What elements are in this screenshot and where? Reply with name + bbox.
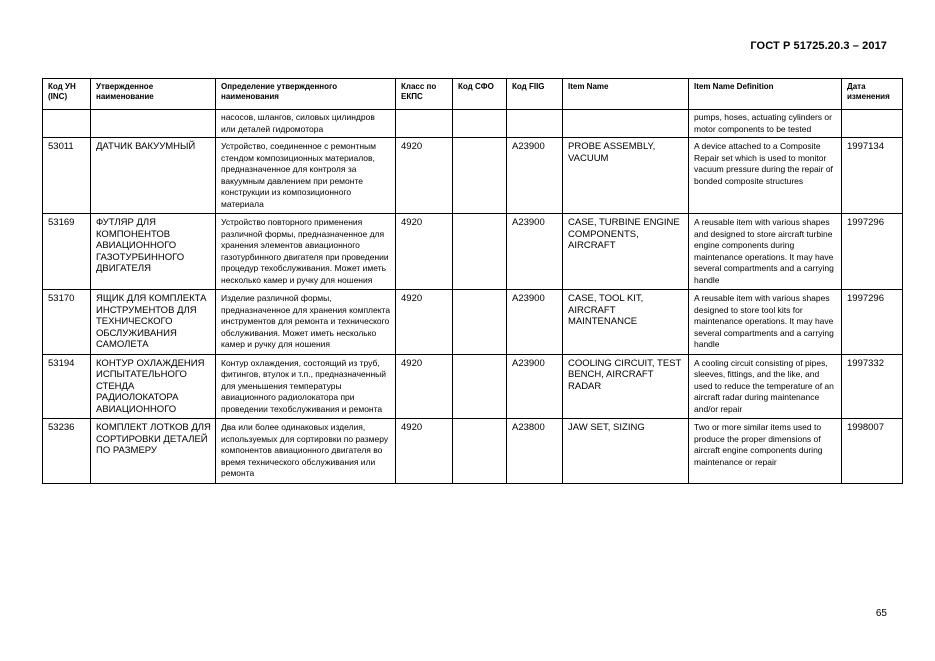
change-date-cell: 1997332 [842, 354, 903, 419]
ekps-class-cell [396, 110, 453, 138]
ekps-class-cell: 4920 [396, 419, 453, 484]
fiig-code-cell: A23900 [507, 214, 563, 290]
change-date-cell: 1997296 [842, 290, 903, 355]
item-definition-cell: A cooling circuit consisting of pipes, sleeves, fittings, and the like, and used to reduce the temperature of an aircraft radar during maintenance and/or repair [689, 354, 842, 419]
page-number: 65 [875, 608, 887, 619]
change-date-cell: 1998007 [842, 419, 903, 484]
column-header-inc: Код УН (INC) [43, 79, 91, 110]
fiig-code-cell: A23900 [507, 138, 563, 214]
change-date-cell [842, 110, 903, 138]
sfo-code-cell [453, 354, 507, 419]
column-header-item-name: Item Name [563, 79, 689, 110]
nomenclature-table [42, 78, 903, 484]
table-row [43, 110, 903, 138]
table-row [43, 214, 903, 290]
approved-name-cell: КОМПЛЕКТ ЛОТКОВ ДЛЯ СОРТИРОВКИ ДЕТАЛЕЙ ПО РАЗМЕРУ [91, 419, 216, 484]
column-header-definition: Определение утвержденного наименования [216, 79, 396, 110]
approved-name-cell: ЯЩИК ДЛЯ КОМПЛЕКТА ИНСТРУМЕНТОВ ДЛЯ ТЕХНИЧЕСКОГО ОБСЛУЖИВАНИЯ САМОЛЕТА [91, 290, 216, 355]
item-definition-cell: A reusable item with various shapes and designed to store aircraft turbine engine components during maintenance operations. It may have several compartments and a carrying handle [689, 214, 842, 290]
ekps-class-cell: 4920 [396, 214, 453, 290]
item-definition-cell: pumps, hoses, actuating cylinders or motor components to be tested [689, 110, 842, 138]
column-header-sfo-code: Код СФО [453, 79, 507, 110]
column-header-item-name-definition: Item Name Definition [689, 79, 842, 110]
definition-cell: Два или более одинаковых изделия, используемых для сортировки по размеру компонентов авиационного двигателя во время технического обслуживания или ремонта [216, 419, 396, 484]
inc-cell: 53170 [43, 290, 91, 355]
column-header-approved-name: Утвержденное наименование [91, 79, 216, 110]
item-definition-cell: Two or more similar items used to produce the proper dimensions of aircraft engine components during maintenance or repair [689, 419, 842, 484]
sfo-code-cell [453, 419, 507, 484]
approved-name-cell: ДАТЧИК ВАКУУМНЫЙ [91, 138, 216, 214]
change-date-cell: 1997296 [842, 214, 903, 290]
column-header-fiig-code: Код FIIG [507, 79, 563, 110]
fiig-code-cell: A23900 [507, 290, 563, 355]
change-date-cell: 1997134 [842, 138, 903, 214]
table-row [43, 138, 903, 214]
fiig-code-cell [507, 110, 563, 138]
approved-name-cell: ФУТЛЯР ДЛЯ КОМПОНЕНТОВ АВИАЦИОННОГО ГАЗОТУРБИННОГО ДВИГАТЕЛЯ [91, 214, 216, 290]
inc-cell: 53194 [43, 354, 91, 419]
definition-cell: Устройство повторного применения различной формы, предназначенное для хранения элементов авиационного газотурбинного двигателя при проведении процедур техобслуживания. Может иметь несколько камер и ручку для ношения [216, 214, 396, 290]
sfo-code-cell [453, 214, 507, 290]
table-row [43, 354, 903, 419]
inc-cell: 53236 [43, 419, 91, 484]
table-header-row [43, 79, 903, 110]
definition-cell: насосов, шлангов, силовых цилиндров или деталей гидромотора [216, 110, 396, 138]
ekps-class-cell: 4920 [396, 354, 453, 419]
sfo-code-cell [453, 138, 507, 214]
item-name-cell: CASE, TOOL KIT, AIRCRAFT MAINTENANCE [563, 290, 689, 355]
item-name-cell: JAW SET, SIZING [563, 419, 689, 484]
fiig-code-cell: A23900 [507, 354, 563, 419]
sfo-code-cell [453, 110, 507, 138]
inc-cell: 53169 [43, 214, 91, 290]
approved-name-cell: КОНТУР ОХЛАЖДЕНИЯ ИСПЫТАТЕЛЬНОГО СТЕНДА РАДИОЛОКАТОРА АВИАЦИОННОГО [91, 354, 216, 419]
column-header-change-date: Дата изменения [842, 79, 903, 110]
item-definition-cell: A reusable item with various shapes designed to store tool kits for maintenance operations. It may have several compartments and a carrying handle [689, 290, 842, 355]
inc-cell [43, 110, 91, 138]
column-header-ekps-class: Класс по ЕКПС [396, 79, 453, 110]
item-name-cell: CASE, TURBINE ENGINE COMPONENTS, AIRCRAFT [563, 214, 689, 290]
fiig-code-cell: A23800 [507, 419, 563, 484]
item-definition-cell: A device attached to a Composite Repair set which is used to monitor vacuum pressure during the repair of bonded composite structures [689, 138, 842, 214]
approved-name-cell [91, 110, 216, 138]
item-name-cell [563, 110, 689, 138]
ekps-class-cell: 4920 [396, 290, 453, 355]
inc-cell: 53011 [43, 138, 91, 214]
definition-cell: Изделие различной формы, предназначенное для хранения комплекта инструментов для ремонта и технического обслуживания. Может иметь несколько камер и ручку для ношения [216, 290, 396, 355]
definition-cell: Устройство, соединенное с ремонтным стендом композиционных материалов, предназначенное для контроля за вакуумным давлением при ремонте конструкции из композиционного материала [216, 138, 396, 214]
table-row [43, 419, 903, 484]
definition-cell: Контур охлаждения, состоящий из труб, фитингов, втулок и т.п., предназначенный для уменьшения температуры авиационного радиолокатора при проведении техобслуживания и ремонта [216, 354, 396, 419]
table-row [43, 290, 903, 355]
sfo-code-cell [453, 290, 507, 355]
item-name-cell: COOLING CIRCUIT, TEST BENCH, AIRCRAFT RADAR [563, 354, 689, 419]
document-header: ГОСТ Р 51725.20.3 – 2017 [750, 40, 887, 52]
item-name-cell: PROBE ASSEMBLY, VACUUM [563, 138, 689, 214]
ekps-class-cell: 4920 [396, 138, 453, 214]
